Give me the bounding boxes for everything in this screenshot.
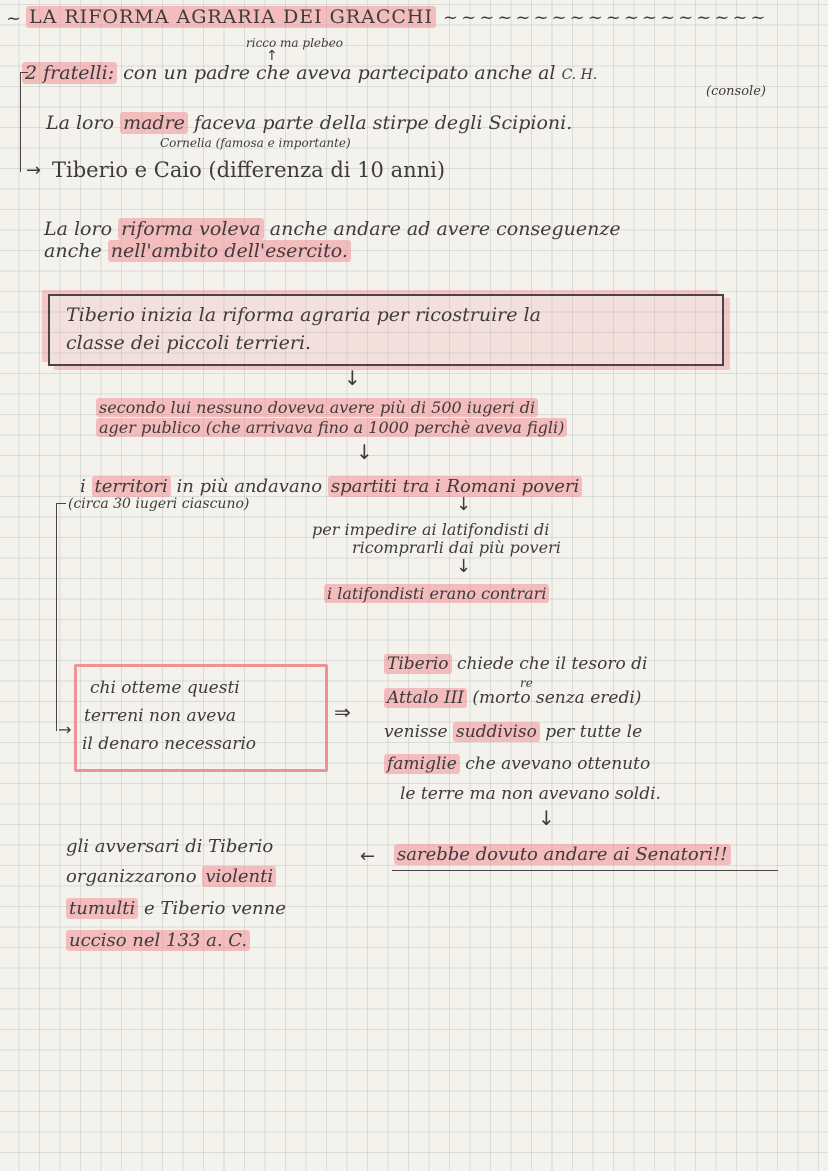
down-arrow-icon-4: ↓ <box>456 556 472 577</box>
conclusion-organizzarono: organizzarono <box>66 866 197 887</box>
reform-riforma: riforma voleva <box>118 218 264 240</box>
step3-line-2: (circa 30 iugeri ciascuno) <box>68 496 250 512</box>
box1-line-2: classe dei piccoli terrieri. <box>66 332 312 354</box>
conclusion-venne: e Tiberio venne <box>143 898 286 919</box>
page-title <box>26 6 769 28</box>
conclusion-left-3 <box>66 898 286 919</box>
intro-la-loro: La loro <box>46 112 115 134</box>
right-chiede: chiede che il tesoro di <box>456 654 648 674</box>
right-per-tutte: per tutte le <box>545 722 643 742</box>
intro-cornelia: Cornelia (famosa e importante) <box>160 136 351 150</box>
conclusion-violenti: violenti <box>202 866 276 887</box>
intro-line-3: Tiberio e Caio (differenza di 10 anni) <box>52 158 446 182</box>
step4-line-1: per impedire ai latifondisti di <box>312 520 550 539</box>
reform-anche: anche <box>44 240 102 262</box>
reform-la-loro: La loro <box>44 218 113 240</box>
step4-line-2: ricomprarli dai più poveri <box>352 538 561 557</box>
intro-console: (console) <box>706 84 766 99</box>
page-title-text: LA RIFORMA AGRARIA DEI GRACCHI <box>26 6 436 28</box>
intro-num: 2 <box>25 62 38 84</box>
reform-line-2 <box>44 240 351 262</box>
intro-line-1 <box>22 62 597 84</box>
title-prefix: ~ <box>6 8 22 29</box>
reform-conseguenze: anche andare ad avere conseguenze <box>269 218 621 240</box>
right-suddiviso: suddiviso <box>453 722 540 742</box>
down-arrow-icon: ↓ <box>344 366 361 390</box>
title-wave: ~~~~~~~~~~~~~~~~~~ <box>443 7 769 28</box>
conclusion-underline <box>392 870 778 871</box>
intro-ch: C. H. <box>561 67 598 83</box>
conclusion-ucciso: ucciso nel 133 a. C. <box>66 930 250 951</box>
up-arrow-icon: ↑ <box>266 48 278 64</box>
intro-fratelli: fratelli: <box>43 62 115 84</box>
step2-line-1 <box>96 398 538 417</box>
right-line-2 <box>384 688 641 708</box>
right-morto: (morto senza eredi) <box>472 688 642 708</box>
left-connector-line <box>56 503 66 731</box>
note-ricco-plebeo: ricco ma plebeo <box>246 36 344 50</box>
down-arrow-icon-2: ↓ <box>356 440 373 464</box>
step5-contrari: i latifondisti erano contrari <box>324 584 549 603</box>
step2-line-2 <box>96 418 567 437</box>
step3-i: i <box>80 476 86 497</box>
intro-scipioni: faceva parte della stirpe degli Scipioni. <box>193 112 573 134</box>
intro-line-2 <box>46 112 572 134</box>
step3-andavano: in più andavano <box>176 476 323 497</box>
right-attalo: Attalo III <box>384 688 467 708</box>
right-ottenuto: che avevano ottenuto <box>465 754 651 774</box>
right-tiberio: Tiberio <box>384 654 452 674</box>
reform-line-1 <box>44 218 621 240</box>
right-arrow-icon: → <box>26 160 42 181</box>
step2-nessuno: secondo lui nessuno doveva avere più di 500 iugeri di <box>96 398 538 417</box>
conclusion-left-4 <box>66 930 250 951</box>
intro-bracket <box>20 72 28 172</box>
right-famiglie: famiglie <box>384 754 460 774</box>
step2-ager: ager publico (che arrivava fino a 1000 perchè aveva figli) <box>96 418 567 437</box>
conclusion-left-2 <box>66 866 276 887</box>
box2-line-1: chi otteme questi <box>90 678 240 698</box>
step5-line <box>324 584 549 603</box>
conclusion-senatori: sarebbe dovuto andare ai Senatori!! <box>394 844 731 865</box>
right-re: re <box>520 676 533 690</box>
box2-line-3: il denaro necessario <box>82 734 257 754</box>
box2-line-2: terreni non aveva <box>84 706 237 726</box>
right-line-4 <box>384 754 650 774</box>
connector-arrow-icon: → <box>58 720 72 739</box>
step3-spartiti: spartiti tra i Romani poveri <box>328 476 582 497</box>
conclusion-right <box>394 844 731 865</box>
intro-madre: madre <box>120 112 188 134</box>
right-venisse: venisse <box>384 722 448 742</box>
right-line-5: le terre ma non avevano soldi. <box>400 784 661 804</box>
left-arrow-icon: ← <box>360 846 376 867</box>
down-arrow-icon-5: ↓ <box>538 806 555 830</box>
reform-esercito: nell'ambito dell'esercito. <box>108 240 351 262</box>
box1-line-1: Tiberio inizia la riforma agraria per ricostruire la <box>66 304 541 326</box>
right-line-3 <box>384 722 642 742</box>
intro-brothers <box>22 62 117 84</box>
intro-padre-text: con un padre che aveva partecipato anche al <box>123 62 556 84</box>
step3-territori: territori <box>92 476 171 497</box>
implies-arrow-icon: ⇒ <box>334 700 351 724</box>
step3-line-1 <box>80 476 582 497</box>
right-line-1 <box>384 654 647 674</box>
down-arrow-icon-3: ↓ <box>456 494 472 515</box>
conclusion-tumulti: tumulti <box>66 898 138 919</box>
conclusion-left-1: gli avversari di Tiberio <box>66 836 274 857</box>
